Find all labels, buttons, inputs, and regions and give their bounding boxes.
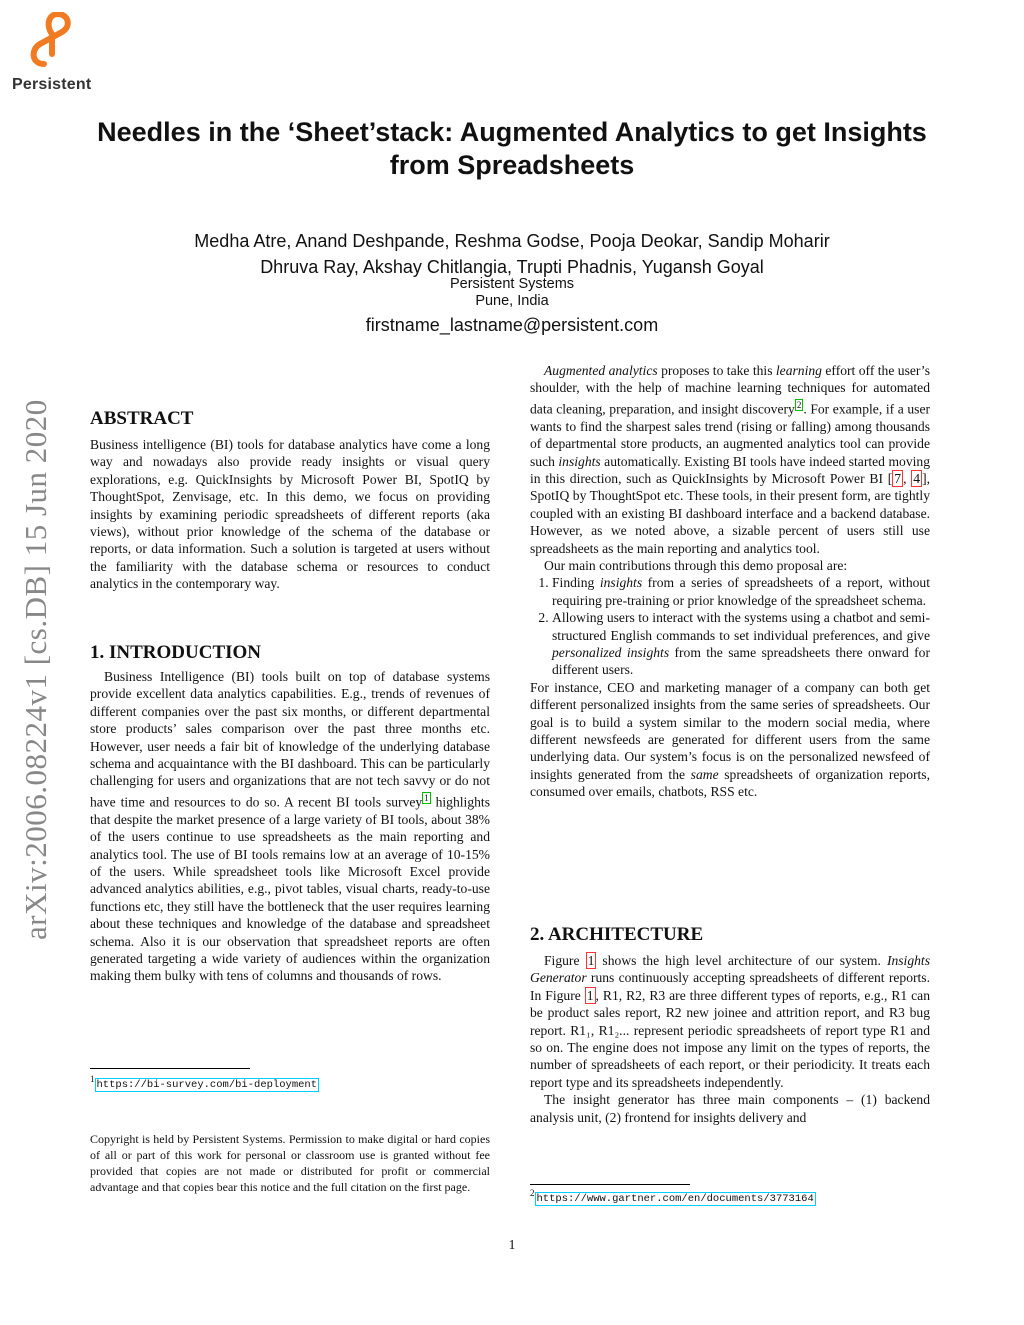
footnote-rule-right (530, 1184, 690, 1185)
persistent-logo (12, 12, 102, 94)
architecture-section (530, 924, 930, 1126)
architecture-paragraph: Figure 1 shows the high level architecture of our system. Insights Generator runs continuously accepting spreadsheets of different reports. In Figure 1 , R1, R2, R3 are three different types of reports, e.g., R1 can be product sales report, R2 new joinee and attrition report, and R3 bug report. R1₁, R1₂... represent periodic spreadsheets of report type R1 and so on. The engine does not impose any limit on the types of reports, the number of spreadsheets of each report, or their periodicity. It treats each report type and its spreadsheets independently. (530, 953, 930, 1090)
abstract-heading: ABSTRACT (90, 408, 194, 429)
right-column-intro (530, 362, 930, 801)
introduction-paragraph (90, 668, 490, 985)
abstract-section (90, 408, 490, 593)
intro-text-a: Business Intelligence (BI) tools built on top of database systems provide excellent data analytics capabilities. E.g., trends of revenues of different companies over the past six months, or different departmental store products’ sales comparison over the past three months etc. However, user needs a fair bit of knowledge of the underlying database schema and acquaintance with the BI dashboard. This can be particularly challenging for users and organizations that are not tech savvy or do not have time and resources to do so. A recent BI tools survey (90, 669, 490, 810)
persistent-wordmark: Persistent (12, 76, 92, 93)
personalized-insights-paragraph: For instance, CEO and marketing manager of a company can both get different personalized insights from the same series of spreadsheets. Our goal is to build a system similar to the modern social media, where different newsfeeds are generated for different users from the same underlying data. Our system’s focus is on the personalized newsfeed of insights generated from the same spreadsheets of organization reports, consumed over emails, chatbots, RSS etc. (530, 679, 930, 800)
architecture-heading: 2. ARCHITECTURE (530, 924, 704, 945)
figure-1-link-2[interactable]: 1 (586, 987, 594, 1003)
footnote-2-url[interactable]: https://www.gartner.com/en/documents/3773164 (536, 1192, 814, 1205)
citation-7[interactable]: 7 (894, 470, 902, 486)
authors-line-1: Medha Atre, Anand Deshpande, Reshma Godse, Pooja Deokar, Sandip Moharir (194, 231, 830, 251)
intro-text-b: highlights that despite the market presence of a large variety of BI tools, about 38% of the users continue to use spreadsheets as the main reporting and analytics tool. The use of BI tools remains low at an average of 10-15% of the users. While spreadsheet tools like Microsoft Excel provide advanced analytics abilities, e.g., pivot tables, visual charts, ready-to-use functions etc, they still have the bottleneck that the user requires learning about these techniques and knowledge of the database and spreadsheet schema. Also it is our observation that spreadsheet reports are often generated targeting a wide variety of audiences within the organization making them bulky with tens of columns and thousands of rows. (90, 794, 490, 984)
introduction-heading: 1. INTRODUCTION (90, 642, 262, 663)
contribution-1: 1. Finding insights from a series of spreadsheets of a report, without requiring pre-training or prior knowledge of the spreadsheet schema. (552, 574, 930, 609)
citation-4[interactable]: 4 (913, 470, 921, 486)
arxiv-stamp: arXiv:2006.08224v1 [cs.DB] 15 Jun 2020 (18, 399, 53, 940)
persistent-logo-icon (22, 12, 82, 72)
affiliation-place: Pune, India (475, 293, 549, 309)
paper-title: Needles in the ‘Sheet’stack: Augmented Analytics to get Insights from Spreadsheets (97, 117, 927, 180)
footnote-1-link[interactable]: 1 (424, 792, 429, 803)
footnote-2-link[interactable]: 2 (796, 399, 802, 410)
footnote-rule-left (90, 1068, 250, 1069)
footnote-1-mark: 1 (90, 1074, 95, 1084)
footnote-1 (90, 1074, 319, 1091)
contribution-2: 2. Allowing users to interact with the systems using a chatbot and semi-structured English commands to set individual preferences, and give personalized insights from the same spreadsheets there onward for different users. (552, 609, 930, 679)
affiliation (80, 276, 944, 310)
contributions-list (530, 574, 930, 678)
author-email: firstname_lastname@persistent.com (365, 315, 659, 335)
authors (80, 228, 944, 280)
em-augmented-analytics: Augmented analytics (544, 363, 658, 378)
insight-generator-paragraph: The insight generator has three main components – (1) backend analysis unit, (2) frontend for insights delivery and (530, 1092, 930, 1125)
introduction-section (90, 642, 490, 985)
authors-line-2: Dhruva Ray, Akshay Chitlangia, Trupti Phadnis, Yugansh Goyal (260, 257, 764, 277)
footnote-1-url[interactable]: https://bi-survey.com/bi-deployment (96, 1078, 318, 1091)
figure-1-link[interactable]: 1 (587, 953, 595, 968)
copyright-notice: Copyright is held by Persistent Systems. Permission to make digital or hard copies of all or part of this work for personal or classroom use is granted without fee provided that copies are not made or distributed for profit or commercial advantage and that copies bear this notice and the full citation on the first page. (90, 1132, 490, 1194)
contributions-intro: Our main contributions through this demo proposal are: (544, 558, 848, 573)
page-number: 1 (508, 1238, 516, 1253)
affiliation-org: Persistent Systems (449, 276, 575, 292)
augmented-analytics-paragraph: Augmented analytics proposes to take this learning effort off the user’s shoulder, with the help of machine learning techniques for automated data cleaning, preparation, and insight discovery $^2$ . For example, if a user wants to find the sharpest sales trend (rising or falling) among thousands of departmental store products, an augmented analytics tool can provide such insights automatically. Existing BI tools have indeed started moving in this direction, such as QuickInsights by Microsoft Power BI [ 7 , 4 ], SpotIQ by ThoughtSpot etc. These tools, in their present form, are tightly coupled with an existing BI dashboard interface and a backend database. However, as we noted above, a sizable percent of users still use spreadsheets as the main reporting and analytics tool. (530, 363, 931, 556)
footnote-2-mark: 2 (530, 1188, 535, 1198)
footnote-2 (530, 1188, 816, 1205)
abstract-text: Business intelligence (BI) tools for database analytics have come a long way and nowadays also provide ready insights or visual query explorations, e.g. QuickInsights by Microsoft Power BI, SpotIQ by ThoughtSpot, Zenvisage, etc. In this demo, we focus on providing insights by examining periodic spreadsheets of different reports (aka views), without prior knowledge of the schema of the database or reports, or data information. Such a solution is targeted at users without the familiarity with the database schema or resources to conduct analytics in the contemporary way. (90, 437, 490, 592)
